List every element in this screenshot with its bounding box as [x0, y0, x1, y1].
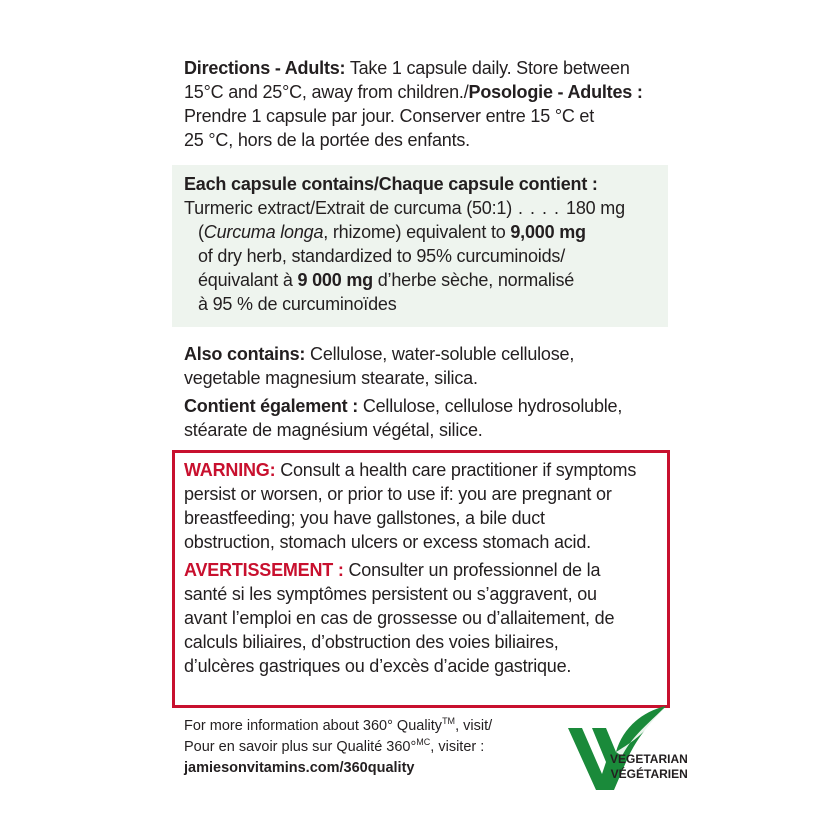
ingredient-line-4-pre: équivalant à — [198, 270, 298, 290]
equivalent-amount-en: 9,000 mg — [510, 222, 586, 242]
ingredient-line-2 — [184, 220, 674, 244]
directions-label-fr: Posologie - Adultes : — [468, 82, 643, 102]
ingredient-name: Turmeric extract/Extrait de curcuma (50:1) — [184, 198, 513, 218]
paren-open: ( — [198, 222, 204, 242]
warning-line-1 — [184, 458, 674, 482]
trademark-sup: TM — [442, 716, 456, 727]
footer-line-2 — [184, 737, 492, 758]
directions-line-2 — [184, 80, 674, 104]
warning-en-4: obstruction, stomach ulcers or excess stomach acid. — [184, 532, 591, 552]
ingredients-heading: Each capsule contains/Chaque capsule contient : — [184, 174, 598, 194]
ingredients-section — [184, 172, 674, 316]
footer-info — [184, 716, 492, 779]
warning-label-en: WARNING: — [184, 460, 276, 480]
footer-line-1-pre: For more information about 360° Quality — [184, 718, 443, 734]
ingredient-line-4-post: d’herbe sèche, normalisé — [372, 270, 575, 290]
equivalent-amount-fr: 9 000 mg — [297, 270, 373, 290]
also-text-en-2: vegetable magnesium stearate, silica. — [184, 368, 478, 388]
also-contains-label-fr: Contient également : — [184, 396, 359, 416]
directions-section — [184, 56, 674, 152]
marque-sup: MC — [416, 737, 431, 748]
warning-fr-4: calculs biliaires, d’obstruction des voies biliaires, — [184, 632, 559, 652]
directions-text-fr-1: Prendre 1 capsule par jour. Conserver entre 15 °C et — [184, 106, 595, 126]
also-contains-label-en: Also contains: — [184, 344, 306, 364]
website-url[interactable]: jamiesonvitamins.com/360quality — [184, 760, 415, 776]
ingredient-line-4 — [184, 268, 674, 292]
also-text-fr-1: Cellulose, cellulose hydrosoluble, — [358, 396, 623, 416]
also-line-1 — [184, 342, 674, 366]
ingredient-line-5: à 95 % de curcuminoïdes — [198, 294, 397, 314]
also-line-3 — [184, 394, 674, 418]
directions-text-en-1: Take 1 capsule daily. Store between — [345, 58, 630, 78]
ingredient-amount: 180 mg — [566, 198, 625, 218]
vegetarian-label — [610, 752, 688, 782]
warning-section — [184, 458, 674, 678]
warning-label-fr: AVERTISSEMENT : — [184, 560, 344, 580]
vegetarian-fr: VÉGÉTARIEN — [610, 767, 688, 781]
footer-line-1-post: , visit/ — [455, 718, 493, 734]
also-text-fr-2: stéarate de magnésium végétal, silice. — [184, 420, 483, 440]
ingredient-dots: . . . . — [512, 198, 567, 218]
directions-label-en: Directions - Adults: — [184, 58, 346, 78]
warning-fr-3: avant l’emploi en cas de grossesse ou d’allaitement, de — [184, 608, 615, 628]
also-contains-section — [184, 342, 674, 442]
warning-line-5 — [184, 558, 674, 582]
warning-fr-2: santé si les symptômes persistent ou s’aggravent, ou — [184, 584, 597, 604]
footer-line-1 — [184, 716, 492, 737]
ingredient-line-3: of dry herb, standardized to 95% curcuminoids/ — [198, 246, 565, 266]
warning-fr-5: d’ulcères gastriques ou d’excès d’acide gastrique. — [184, 656, 572, 676]
warning-fr-1: Consulter un professionnel de la — [343, 560, 601, 580]
warning-en-3: breastfeeding; you have gallstones, a bile duct — [184, 508, 545, 528]
directions-text-en-2: 15°C and 25°C, away from children./ — [184, 82, 469, 102]
directions-text-fr-2: 25 °C, hors de la portée des enfants. — [184, 130, 470, 150]
vegetarian-en: VEGETARIAN — [610, 752, 688, 766]
footer-line-2-pre: Pour en savoir plus sur Qualité 360° — [184, 739, 417, 755]
warning-en-1: Consult a health care practitioner if symptoms — [275, 460, 637, 480]
ingredient-line-2-text: , rhizome) equivalent to — [323, 222, 511, 242]
latin-name: Curcuma longa — [203, 222, 324, 242]
warning-en-2: persist or worsen, or prior to use if: you are pregnant or — [184, 484, 612, 504]
directions-line-1 — [184, 56, 674, 80]
ingredient-line-1 — [184, 196, 674, 220]
footer-line-2-post: , visiter : — [430, 739, 485, 755]
also-text-en-1: Cellulose, water-soluble cellulose, — [305, 344, 575, 364]
